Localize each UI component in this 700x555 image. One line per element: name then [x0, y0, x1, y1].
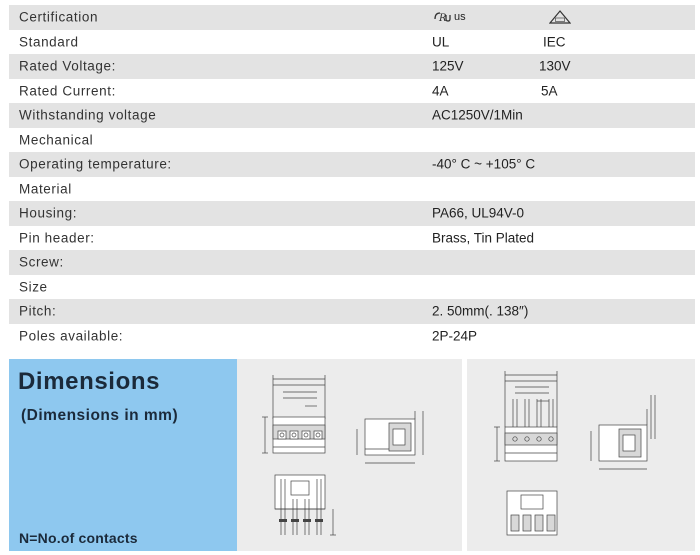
spec-row-standard	[9, 30, 695, 55]
spec-label: Screw:	[19, 254, 64, 270]
dimensions-subtitle: (Dimensions in mm)	[21, 407, 179, 424]
ul-us-text: us	[454, 11, 466, 24]
vde-mark	[549, 10, 571, 24]
spec-value: Brass, Tin Plated	[432, 230, 535, 246]
spec-row-pitch	[9, 299, 695, 324]
spec-row-material	[9, 177, 695, 202]
spec-label: Standard	[19, 34, 79, 50]
spec-row-withstanding-voltage	[9, 103, 695, 128]
spec-value: AC1250V/1Min	[432, 107, 523, 123]
spec-row-certification	[9, 5, 695, 30]
section-heading: Size	[19, 279, 48, 295]
spec-value: 2P-24P	[432, 328, 478, 344]
spec-label: Withstanding voltage	[19, 107, 157, 123]
right-angle-header-drawing	[467, 359, 695, 551]
spec-row-rated-voltage	[9, 54, 695, 79]
ul-recognized-mark	[432, 10, 466, 24]
spec-row-size	[9, 275, 695, 300]
dimensions-panel	[9, 359, 237, 551]
spec-row-mechanical	[9, 128, 695, 153]
spec-row-poles-available	[9, 324, 695, 349]
spec-label: Poles available:	[19, 328, 124, 344]
spec-label: Rated Voltage:	[19, 58, 116, 74]
spec-value: PA66, UL94V-0	[432, 205, 525, 221]
spec-value-iec: 5A	[541, 83, 558, 99]
spec-value-iec: 130V	[539, 58, 571, 74]
spec-row-operating-temperature	[9, 152, 695, 177]
spec-table	[9, 5, 695, 348]
spec-value-ul: UL	[432, 34, 450, 50]
spec-label: Certification	[19, 9, 99, 25]
spec-value: -40° C ~ +105° C	[432, 156, 536, 172]
spec-value-ul: 125V	[432, 58, 464, 74]
ul-recognized-icon	[432, 10, 454, 24]
spec-row-pin-header	[9, 226, 695, 251]
straight-header-drawing	[237, 359, 462, 551]
spec-value-iec: IEC	[543, 34, 566, 50]
spec-row-housing	[9, 201, 695, 226]
spec-row-screw	[9, 250, 695, 275]
spec-label: Pitch:	[19, 303, 57, 319]
svg-text:R: R	[439, 13, 447, 25]
section-heading: Material	[19, 181, 72, 197]
contacts-note: N=No.of contacts	[19, 530, 138, 546]
spec-label: Operating temperature:	[19, 156, 172, 172]
technical-drawing-straight	[237, 359, 462, 551]
spec-label: Rated Current:	[19, 83, 116, 99]
vde-icon	[549, 10, 571, 24]
technical-drawing-right-angle	[467, 359, 695, 551]
spec-label: Pin header:	[19, 230, 95, 246]
section-heading: Mechanical	[19, 132, 94, 148]
dimensions-title: Dimensions	[18, 368, 161, 395]
spec-label: Housing:	[19, 205, 78, 221]
spec-value-ul: 4A	[432, 83, 449, 99]
spec-value: 2. 50mm(. 138″)	[432, 303, 529, 319]
spec-row-rated-current	[9, 79, 695, 104]
